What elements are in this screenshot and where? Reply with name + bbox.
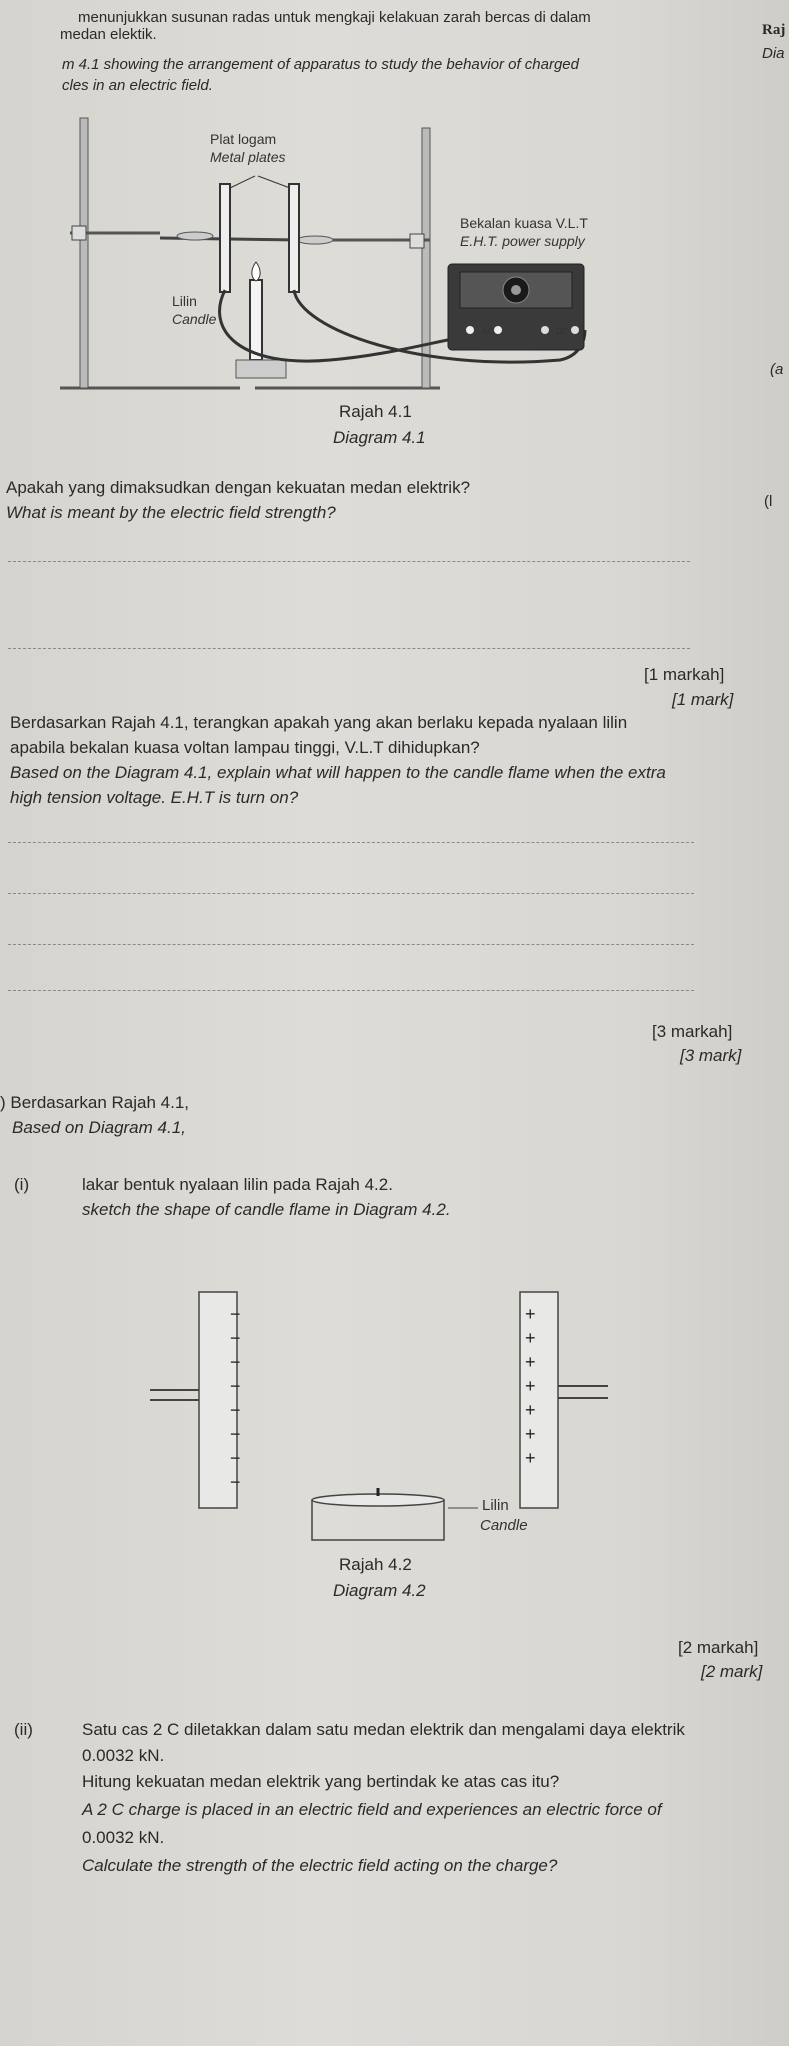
q-c-i-marks-ms: [2 markah] (678, 1638, 759, 1657)
negative-charge-sign: − (230, 1400, 241, 1420)
diagram-4-2-caption-en: Diagram 4.2 (333, 1581, 426, 1600)
plates-pointer-left (230, 176, 255, 188)
terminal-dc-2 (571, 326, 579, 334)
answer-line[interactable] (8, 561, 690, 562)
q-c-ii-number: (ii) (14, 1720, 33, 1739)
apparatus-diagram (0, 0, 789, 420)
q-b-text-ms-2: apabila bekalan kuasa voltan lampau tinggi, V.L.T dihidupkan? (10, 738, 480, 757)
right-retort-stand (422, 128, 430, 388)
plates-pointer-right (258, 176, 290, 188)
positive-charge-sign: + (525, 1376, 536, 1396)
label-ac: AC (482, 327, 494, 336)
terminal-dc-1 (541, 326, 549, 334)
q-a-marks-en: [1 mark] (672, 690, 734, 709)
header-line-3: cles in an electric field. (62, 77, 213, 94)
answer-line[interactable] (8, 842, 694, 843)
q-b-text-ms-1: Berdasarkan Rajah 4.1, terangkan apakah yang akan berlaku kepada nyalaan lilin (10, 713, 628, 732)
q-a-text-en: What is meant by the electric field strength? (6, 503, 336, 522)
answer-line[interactable] (8, 648, 690, 649)
positive-charge-sign: + (525, 1424, 536, 1444)
negative-charge-sign: − (230, 1424, 241, 1444)
negative-charge-sign: − (230, 1448, 241, 1468)
q-c-i-text-en: sketch the shape of candle flame in Diagram 4.2. (82, 1200, 451, 1219)
header-line-1b: medan elektik. (60, 26, 157, 43)
q-b-marks-en: [3 mark] (680, 1046, 742, 1065)
positive-charge-sign: + (525, 1400, 536, 1420)
answer-line[interactable] (8, 990, 694, 991)
knob-centre (511, 285, 521, 295)
right-clamp-boss (410, 234, 424, 248)
q-c-intro-ms: ) Berdasarkan Rajah 4.1, (0, 1093, 189, 1112)
negative-charge-sign: − (230, 1352, 241, 1372)
answer-line[interactable] (8, 893, 694, 894)
label-candle-en: Candle (480, 1517, 528, 1534)
answer-line[interactable] (8, 944, 694, 945)
candle-stand (236, 360, 286, 378)
right-clamp-grip (297, 236, 333, 244)
candle-flame (252, 262, 260, 281)
header-right-2: Dia (762, 45, 785, 62)
q-a-marks-ms: [1 markah] (644, 665, 725, 684)
q-c-i-text-ms: lakar bentuk nyalaan lilin pada Rajah 4.2. (82, 1175, 393, 1194)
label-candle-ms: Lilin (482, 1497, 509, 1514)
left-retort-stand (80, 118, 88, 388)
terminal-ac-1 (466, 326, 474, 334)
metal-plate-right (289, 184, 299, 292)
label-candle-en: Candle (172, 311, 217, 327)
candle (250, 280, 262, 360)
left-clamp-boss (72, 226, 86, 240)
negative-charge-sign: − (230, 1376, 241, 1396)
q-c-ii-text-en-1: A 2 C charge is placed in an electric field and experiences an electric force of (82, 1800, 662, 1819)
q-b-text-en-1: Based on the Diagram 4.1, explain what will happen to the candle flame when the extra (10, 763, 666, 782)
q-c-ii-text-ms-3: Hitung kekuatan medan elektrik yang bertindak ke atas cas itu? (82, 1772, 560, 1791)
positive-charges (525, 1304, 536, 1468)
label-supply-en: E.H.T. power supply (460, 233, 585, 249)
q-b-marks-ms: [3 markah] (652, 1022, 733, 1041)
label-dc: DC (556, 327, 568, 336)
q-c-ii-text-en-2: 0.0032 kN. (82, 1828, 165, 1847)
label-plates-en: Metal plates (210, 149, 286, 165)
margin-mark-a: (a (770, 361, 784, 378)
q-c-ii-text-ms-2: 0.0032 kN. (82, 1746, 165, 1765)
diagram-4-1-caption-en: Diagram 4.1 (333, 428, 426, 447)
header-line-1: menunjukkan susunan radas untuk mengkaji kelakuan zarah bercas di dalam (78, 9, 591, 26)
margin-mark-b: (l (764, 493, 773, 510)
label-plates-ms: Plat logam (210, 131, 277, 147)
positive-charge-sign: + (525, 1304, 536, 1324)
diagram-4-2-caption-ms: Rajah 4.2 (339, 1555, 412, 1574)
header-right-1: Raj (762, 22, 786, 38)
metal-plate-left (220, 184, 230, 292)
header-line-2: m 4.1 showing the arrangement of apparatus to study the behavior of charged (62, 56, 579, 73)
q-c-intro-en: Based on Diagram 4.1, (12, 1118, 186, 1137)
q-c-i-marks-en: [2 mark] (701, 1662, 763, 1681)
positive-charge-sign: + (525, 1448, 536, 1468)
label-supply-ms: Bekalan kuasa V.L.T (460, 215, 588, 231)
negative-charge-sign: − (230, 1304, 241, 1324)
terminal-ac-2 (494, 326, 502, 334)
label-candle-ms: Lilin (172, 293, 197, 309)
positive-charge-sign: + (525, 1328, 536, 1348)
left-clamp-grip (177, 232, 213, 240)
flame-sketch-diagram (0, 1240, 789, 1540)
negative-charge-sign: − (230, 1472, 241, 1492)
q-c-i-number: (i) (14, 1175, 30, 1194)
positive-charge-sign: + (525, 1352, 536, 1372)
diagram-4-1-caption-ms: Rajah 4.1 (339, 402, 412, 421)
q-c-ii-text-ms-1: Satu cas 2 C diletakkan dalam satu medan elektrik dan mengalami daya elektrik (82, 1720, 685, 1739)
negative-charge-sign: − (230, 1328, 241, 1348)
q-a-text-ms: Apakah yang dimaksudkan dengan kekuatan medan elektrik? (6, 478, 471, 497)
q-c-ii-text-en-3: Calculate the strength of the electric field acting on the charge? (82, 1856, 558, 1875)
q-b-text-en-2: high tension voltage. E.H.T is turn on? (10, 788, 299, 807)
